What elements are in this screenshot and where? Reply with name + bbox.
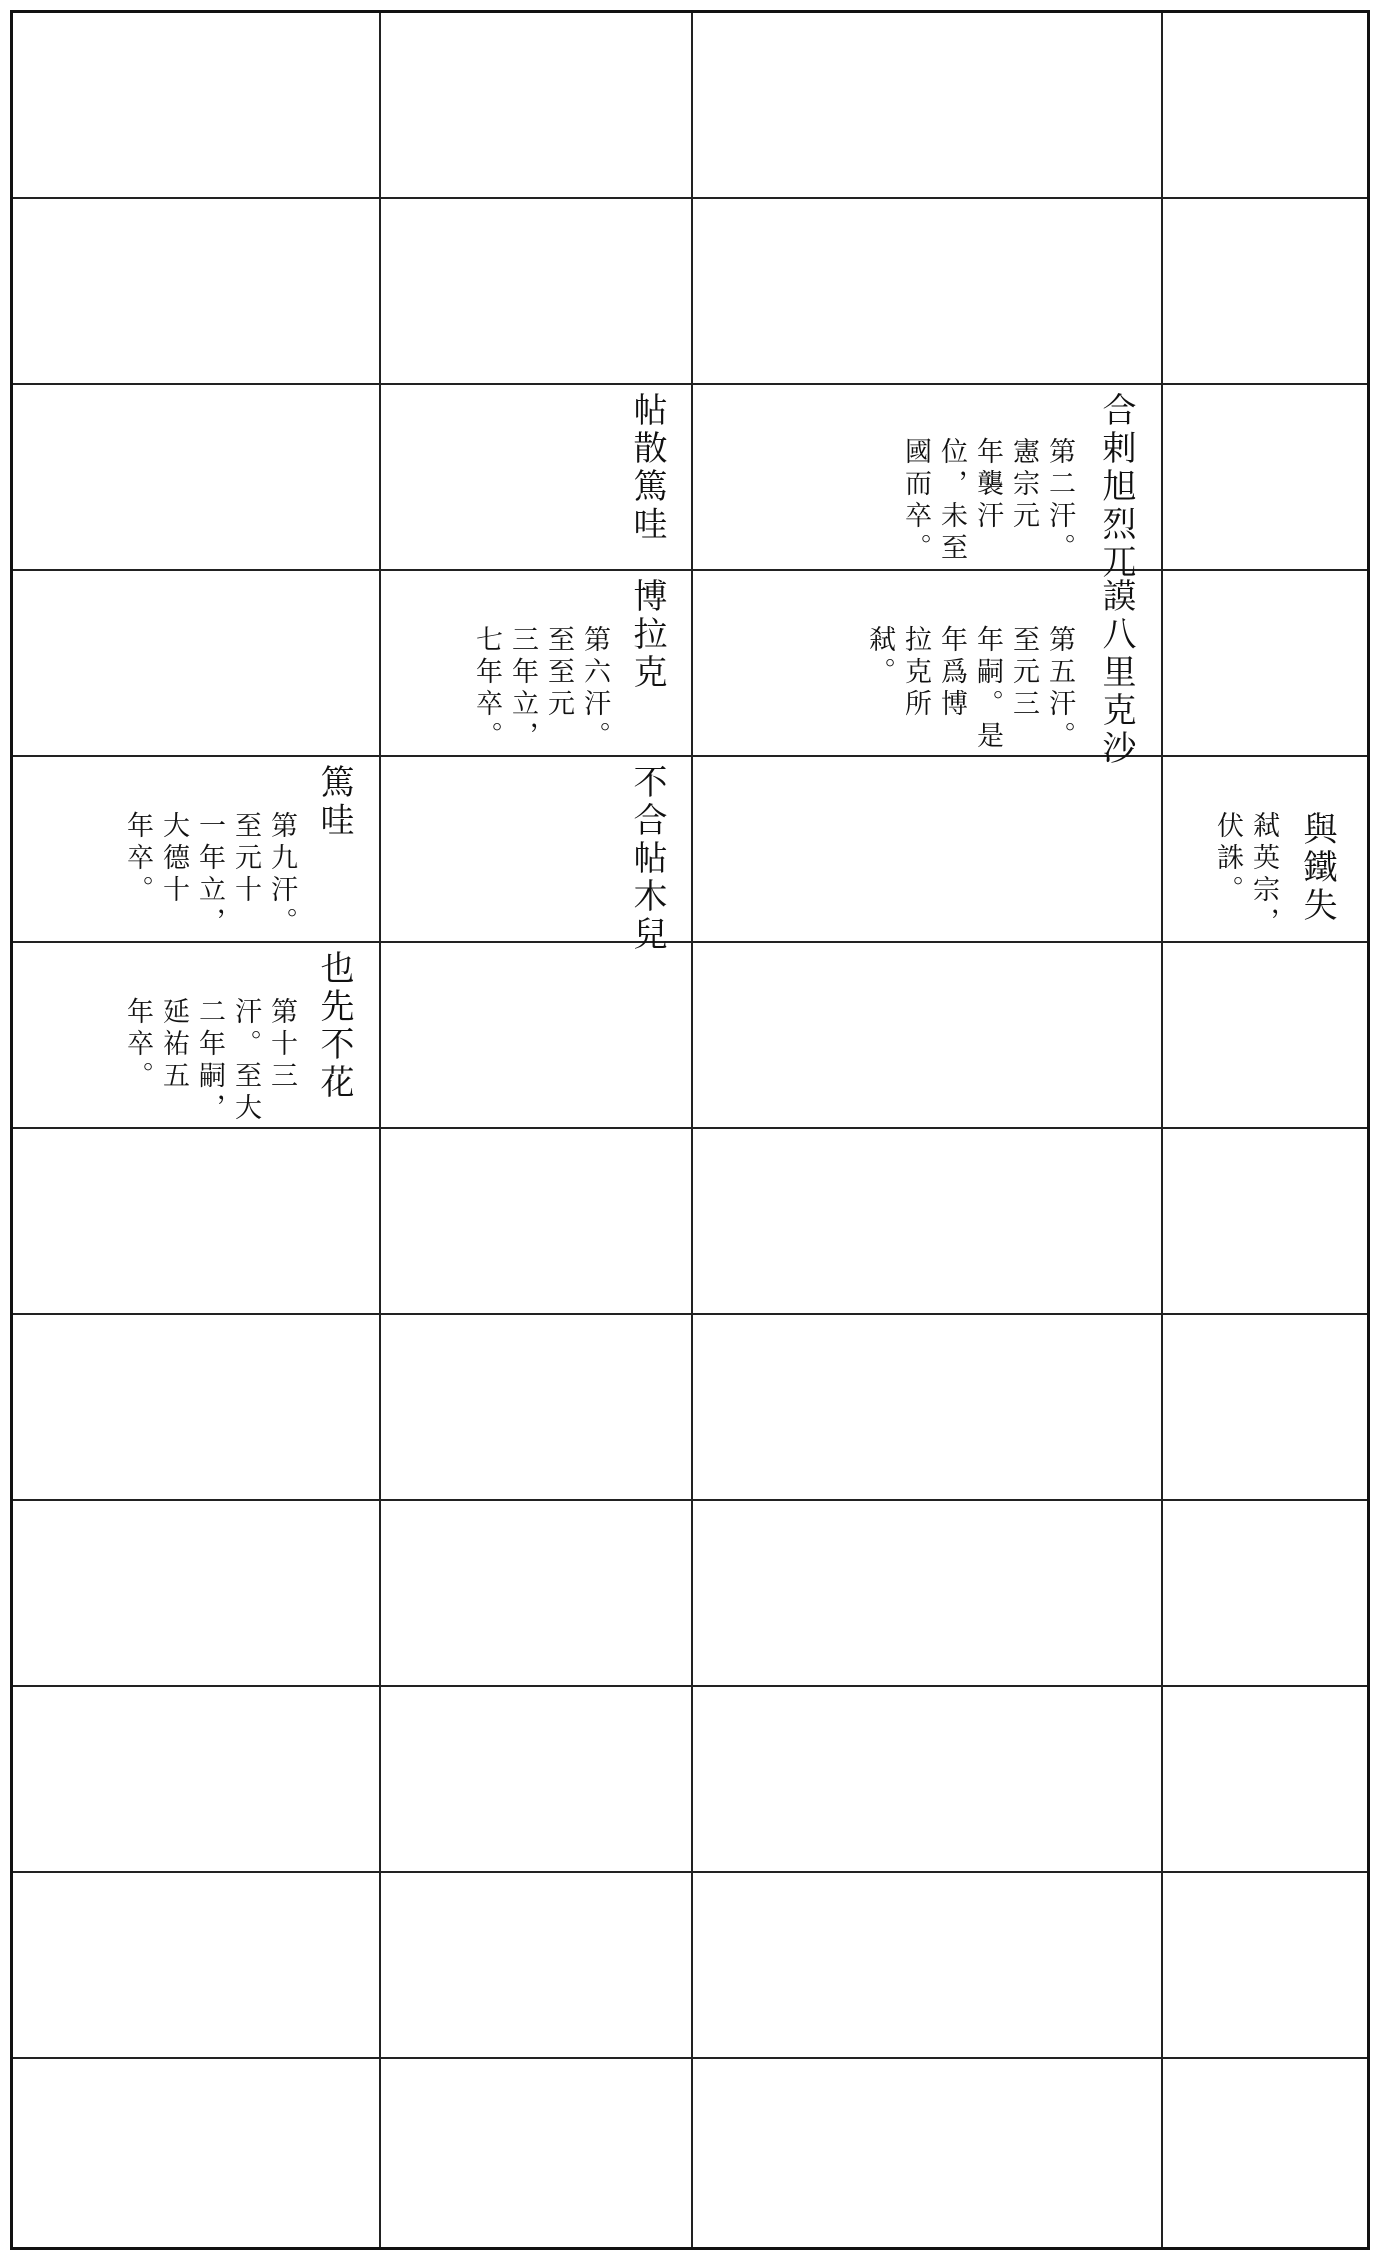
row-divider <box>13 569 1367 571</box>
entry-name-tegusen: 帖散篤哇 <box>627 392 667 544</box>
note-line: 弒。 <box>864 625 895 689</box>
note-line: 大德十 <box>158 811 189 907</box>
entry-name-hulagu: 合剌旭烈兀 <box>1096 392 1136 582</box>
entry-name-esen-buqa: 也先不花 <box>314 950 354 1102</box>
note-line: 年卒。 <box>122 997 153 1093</box>
note-line: 憲宗元 <box>1008 437 1039 533</box>
note-line: 拉克所 <box>900 625 931 721</box>
note-line: 弒英宗， <box>1248 811 1279 939</box>
entry-notes-baraq <box>861 625 1077 753</box>
row-divider <box>13 755 1367 757</box>
note-line: 第六汗。 <box>579 625 610 753</box>
note-line: 第五汗。 <box>1044 625 1075 753</box>
column-divider <box>379 13 381 2247</box>
entry-notes-hulagu <box>897 437 1077 565</box>
entry-name-borak: 博拉克 <box>627 578 667 692</box>
entry-notes-tieshi <box>1209 811 1281 939</box>
note-line: 一年立， <box>194 811 225 939</box>
note-line: 位，未至 <box>936 437 967 565</box>
row-divider <box>13 1499 1367 1501</box>
entry-name-buqa-temur: 不合帖木兒 <box>627 764 667 954</box>
column-divider <box>1161 13 1163 2247</box>
note-line: 至至元 <box>543 625 574 721</box>
entry-name-tieshi: 與鐵失 <box>1297 811 1337 925</box>
note-line: 至元三 <box>1008 625 1039 721</box>
genealogy-table <box>10 10 1370 2250</box>
note-line: 汗。至大 <box>230 997 261 1125</box>
row-divider <box>13 1685 1367 1687</box>
note-line: 年襲汗 <box>972 437 1003 533</box>
row-divider <box>13 941 1367 943</box>
note-line: 第九汗。 <box>266 811 297 939</box>
note-line: 國而卒。 <box>900 437 931 565</box>
note-line: 伏誅。 <box>1212 811 1243 907</box>
entry-notes-borak <box>468 625 612 753</box>
column-divider <box>691 13 693 2247</box>
note-line: 第二汗。 <box>1044 437 1075 565</box>
note-line: 七年卒。 <box>471 625 502 753</box>
note-line: 第十三 <box>266 997 297 1093</box>
note-line: 三年立， <box>507 625 538 753</box>
row-divider <box>13 2057 1367 2059</box>
note-line: 二年嗣， <box>194 997 225 1125</box>
note-line: 年嗣。是 <box>972 625 1003 753</box>
entry-name-duwa: 篤哇 <box>314 764 354 840</box>
row-divider <box>13 197 1367 199</box>
entry-notes-duwa <box>119 811 299 939</box>
note-line: 至元十 <box>230 811 261 907</box>
note-line: 延祐五 <box>158 997 189 1093</box>
row-divider <box>13 1127 1367 1129</box>
note-line: 年爲博 <box>936 625 967 721</box>
entry-notes-esen-buqa <box>119 997 299 1125</box>
row-divider <box>13 383 1367 385</box>
entry-name-baraq: 謨八里克沙 <box>1096 578 1136 768</box>
row-divider <box>13 1871 1367 1873</box>
note-line: 年卒。 <box>122 811 153 907</box>
row-divider <box>13 1313 1367 1315</box>
